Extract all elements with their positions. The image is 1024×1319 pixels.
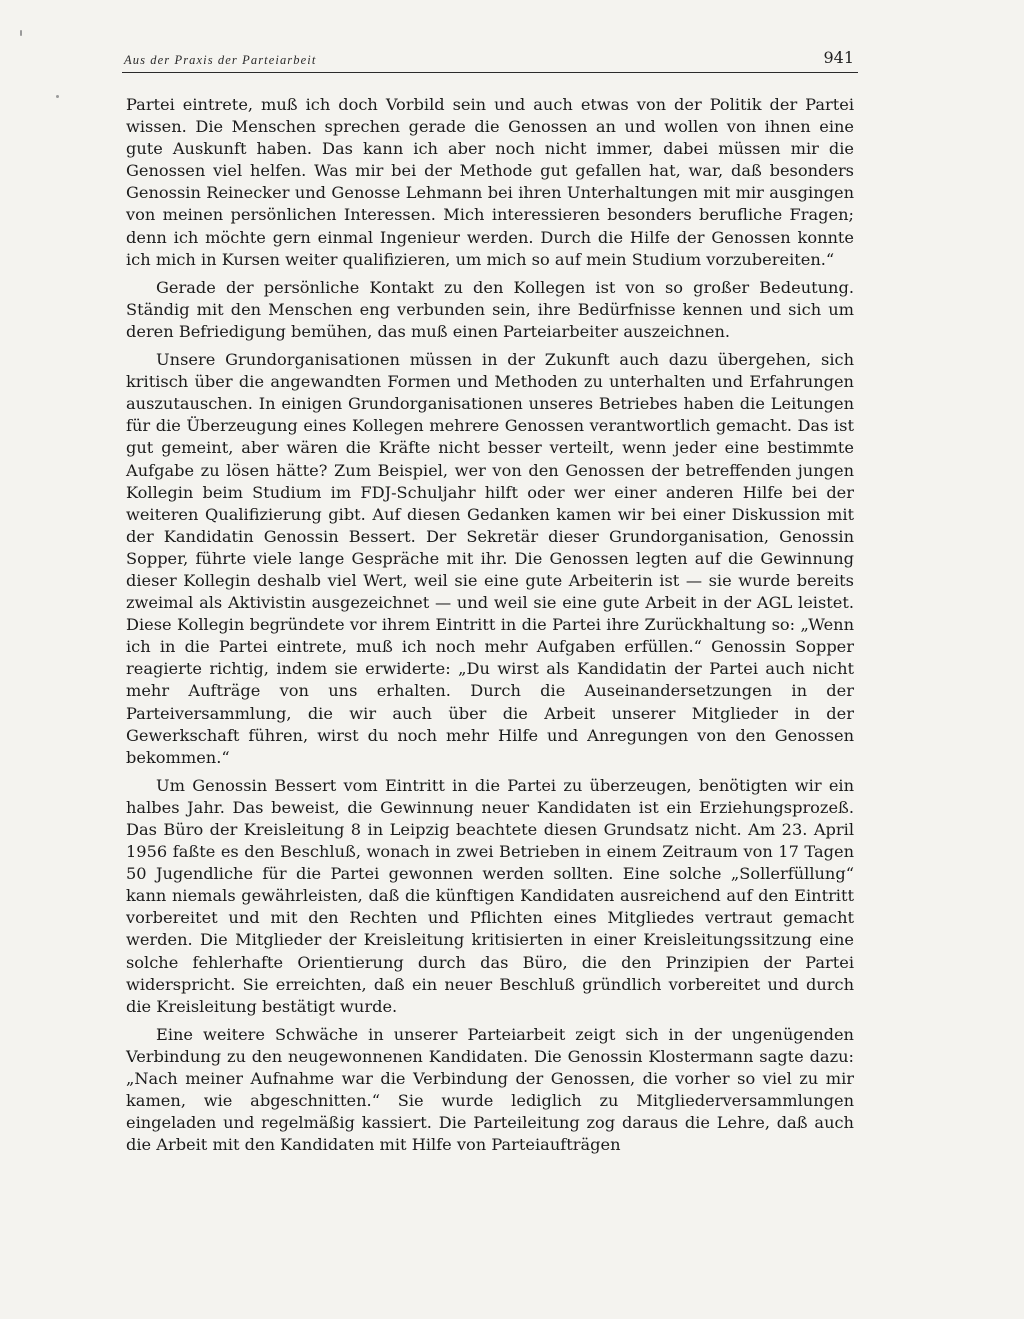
scan-speck	[56, 95, 59, 98]
scan-speck	[20, 30, 22, 36]
paragraph-4: Um Genossin Bessert vom Eintritt in die Partei zu überzeugen, benötigten wir ein halbes Jahr. Das beweist, die Gewinnung neuer Kandidaten ist ein Erziehungsprozeß. Das Büro der Kreisleitung 8 in Leipzig beachtete diesen Grundsatz nicht. Am 23. April 1956 faßte es den Beschluß, wonach in zwei Betrieben in einem Zeitraum von 17 Tagen 50 Jugendliche für die Partei gewonnen werden sollten. Eine solche „Sollerfüllung“ kann niemals gewährleisten, daß die künftigen Kandidaten ausreichend auf den Eintritt vorbereitet und mit den Rechten und Pflichten eines Mitgliedes vertraut gemacht werden. Die Mitglieder der Kreisleitung kritisierten in einer Kreisleitungssitzung eine solche fehlerhafte Orientierung durch das Büro, die den Prinzipien der Partei widerspricht. Sie erreichten, daß ein neuer Beschluß gründlich vorbereitet und durch die Kreisleitung bestätigt wurde.	[126, 775, 854, 1016]
paragraph-3: Unsere Grundorganisationen müssen in der Zukunft auch dazu übergehen, sich kritisch über die angewandten Formen und Methoden zu unterhalten und Erfahrungen auszutauschen. In einigen Grundorganisationen unseres Betriebes haben die Leitungen für die Überzeugung eines Kollegen mehrere Genossen verantwortlich gemacht. Das ist gut gemeint, aber wären die Kräfte nicht besser verteilt, wenn jeder eine bestimmte Aufgabe zu lösen hätte? Zum Beispiel, wer von den Genossen der betreffenden jungen Kollegin beim Studium im FDJ-Schuljahr hilft oder wer einer anderen Hilfe bei der weiteren Qualifizierung gibt. Auf diesen Gedanken kamen wir bei einer Diskussion mit der Kandidatin Genossin Bessert. Der Sekretär dieser Grundorganisation, Genossin Sopper, führte viele lange Gespräche mit ihr. Die Genossen legten auf die Gewinnung dieser Kollegin deshalb viel Wert, weil sie eine gute Arbeiterin ist — sie wurde bereits zweimal als Aktivistin ausgezeichnet — und weil sie eine gute Arbeit in der AGL leistet. Diese Kollegin begründete vor ihrem Eintritt in die Partei ihre Zurückhaltung so: „Wenn ich in die Partei eintrete, muß ich noch mehr Aufgaben erfüllen.“ Genossin Sopper reagierte richtig, indem sie erwiderte: „Du wirst als Kandidatin der Partei auch nicht mehr Aufträge von uns erhalten. Durch die Auseinandersetzungen in der Parteiversammlung, die wir auch über die Arbeit unserer Mitglieder in der Gewerkschaft führen, wirst du noch mehr Hilfe und Anregungen von den Genossen bekommen.“	[126, 350, 854, 767]
running-title: Aus der Praxis der Parteiarbeit	[124, 53, 317, 67]
paragraph-2: Gerade der persönliche Kontakt zu den Kollegen ist von so großer Bedeutung. Ständig mit den Menschen eng verbunden sein, ihre Bedürfnisse kennen und sich um deren Befriedigung bemühen, das muß einen Parteiarbeiter auszeichnen.	[126, 277, 854, 341]
running-header	[122, 48, 858, 73]
paragraph-1: Partei eintrete, muß ich doch Vorbild sein und auch etwas von der Politik der Partei wissen. Die Menschen sprechen gerade die Genossen an und wollen von ihnen eine gute Auskunft haben. Das kann ich aber noch nicht immer, dabei müssen mir die Genossen viel helfen. Was mir bei der Methode gut gefallen hat, war, daß besonders Genossin Reinecker und Genosse Lehmann bei ihren Unterhaltungen mit mir ausgingen von meinen persönlichen Interessen. Mich interessieren besonders berufliche Fragen; denn ich möchte gern einmal Ingenieur werden. Durch die Hilfe der Genossen konnte ich mich in Kursen weiter qualifizieren, um mich so auf mein Studium vorzubereiten.“	[126, 95, 854, 269]
paragraph-5: Eine weitere Schwäche in unserer Parteiarbeit zeigt sich in der ungenügenden Verbindung zu den neugewonnenen Kandidaten. Die Genossin Klostermann sagte dazu: „Nach meiner Aufnahme war die Verbindung der Genossen, die vorher so viel zu mir kamen, wie abgeschnitten.“ Sie wurde lediglich zu Mitgliederversammlungen eingeladen und regelmäßig kassiert. Die Parteileitung zog daraus die Lehre, daß auch die Arbeit mit den Kandidaten mit Hilfe von Parteiaufträgen	[126, 1024, 854, 1155]
page-number: 941	[823, 48, 854, 67]
body-text	[126, 94, 854, 1162]
